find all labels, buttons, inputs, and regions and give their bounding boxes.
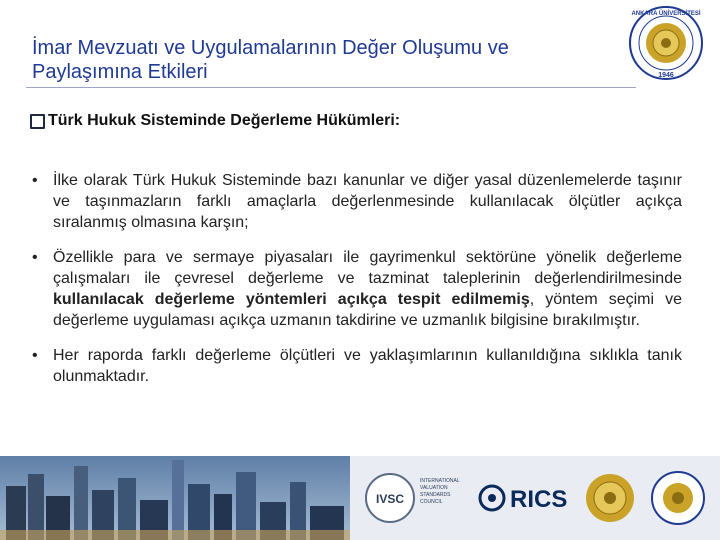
rics-logo	[480, 486, 567, 513]
title-line-1: İmar Mevzuatı ve Uygulamalarının Değer Oluşumu ve	[32, 37, 509, 59]
title-divider	[26, 87, 636, 88]
bullet-dot-icon: •	[32, 249, 38, 266]
ankara-university-seal-logo	[622, 4, 710, 82]
partner-logos	[360, 460, 720, 538]
rics-logo-text: RICS	[510, 486, 568, 513]
bullet-text-2a: Özellikle para ve sermaye piyasaları ile gayrimenkul sektörüne yönelik değerleme çalışmaları ile çevresel değerleme ve tazminat taleplerinin değerlendirilmesinde	[53, 249, 682, 287]
ivsc-caption-1: INTERNATIONAL	[420, 478, 460, 484]
ivsc-logo	[366, 474, 460, 522]
ivsc-caption-3: STANDARDS	[420, 492, 451, 498]
gold-emblem-logo	[586, 474, 634, 522]
bullet-text-3: Her raporda farklı değerleme ölçütleri ve yaklaşımlarının kullanıldığına sıklıkla tanık olunmaktadır.	[53, 347, 682, 385]
seal-university-name: ANKARA ÜNİVERSİTESİ	[631, 11, 701, 17]
bullet-text-2-bold: kullanılacak değerleme yöntemleri açıkça tespit edilmemiş	[53, 291, 530, 308]
bullet-item-2	[30, 247, 682, 331]
ivsc-caption-2: VALUATION	[420, 485, 448, 491]
title-line-2: Paylaşımına Etkileri	[32, 61, 208, 83]
bullet-item-1	[30, 170, 682, 233]
ankara-university-seal-small-logo	[652, 472, 704, 524]
bullet-dot-icon: •	[32, 347, 38, 364]
subheading-text: Türk Hukuk Sisteminde Değerleme Hükümleri:	[48, 112, 401, 129]
bullet-dot-icon: •	[32, 172, 38, 189]
slide-title	[32, 36, 622, 84]
ivsc-caption-4: COUNCIL	[420, 499, 443, 505]
seal-year: 1946	[658, 72, 674, 79]
bullet-text-1: İlke olarak Türk Hukuk Sisteminde bazı kanunlar ve diğer yasal düzenlemelerde taşınır ve taşınmazların farklı amaçlarla değerlenmesinde kullanılacak ölçütler açıkça sıralanmış olmasına karşın;	[53, 172, 682, 231]
checkbox-bullet-icon	[30, 114, 45, 129]
section-subheading	[30, 112, 400, 130]
bullet-item-3	[30, 345, 682, 387]
city-skyline-image	[0, 456, 350, 540]
ivsc-logo-text: IVSC	[375, 492, 405, 506]
bullet-text-2b: , yöntem seçimi ve değerleme uygulaması açıkça uzmanın takdirine ve uzmanlık bilgisine bırakılmıştır.	[53, 291, 682, 329]
bullet-list	[30, 170, 682, 401]
